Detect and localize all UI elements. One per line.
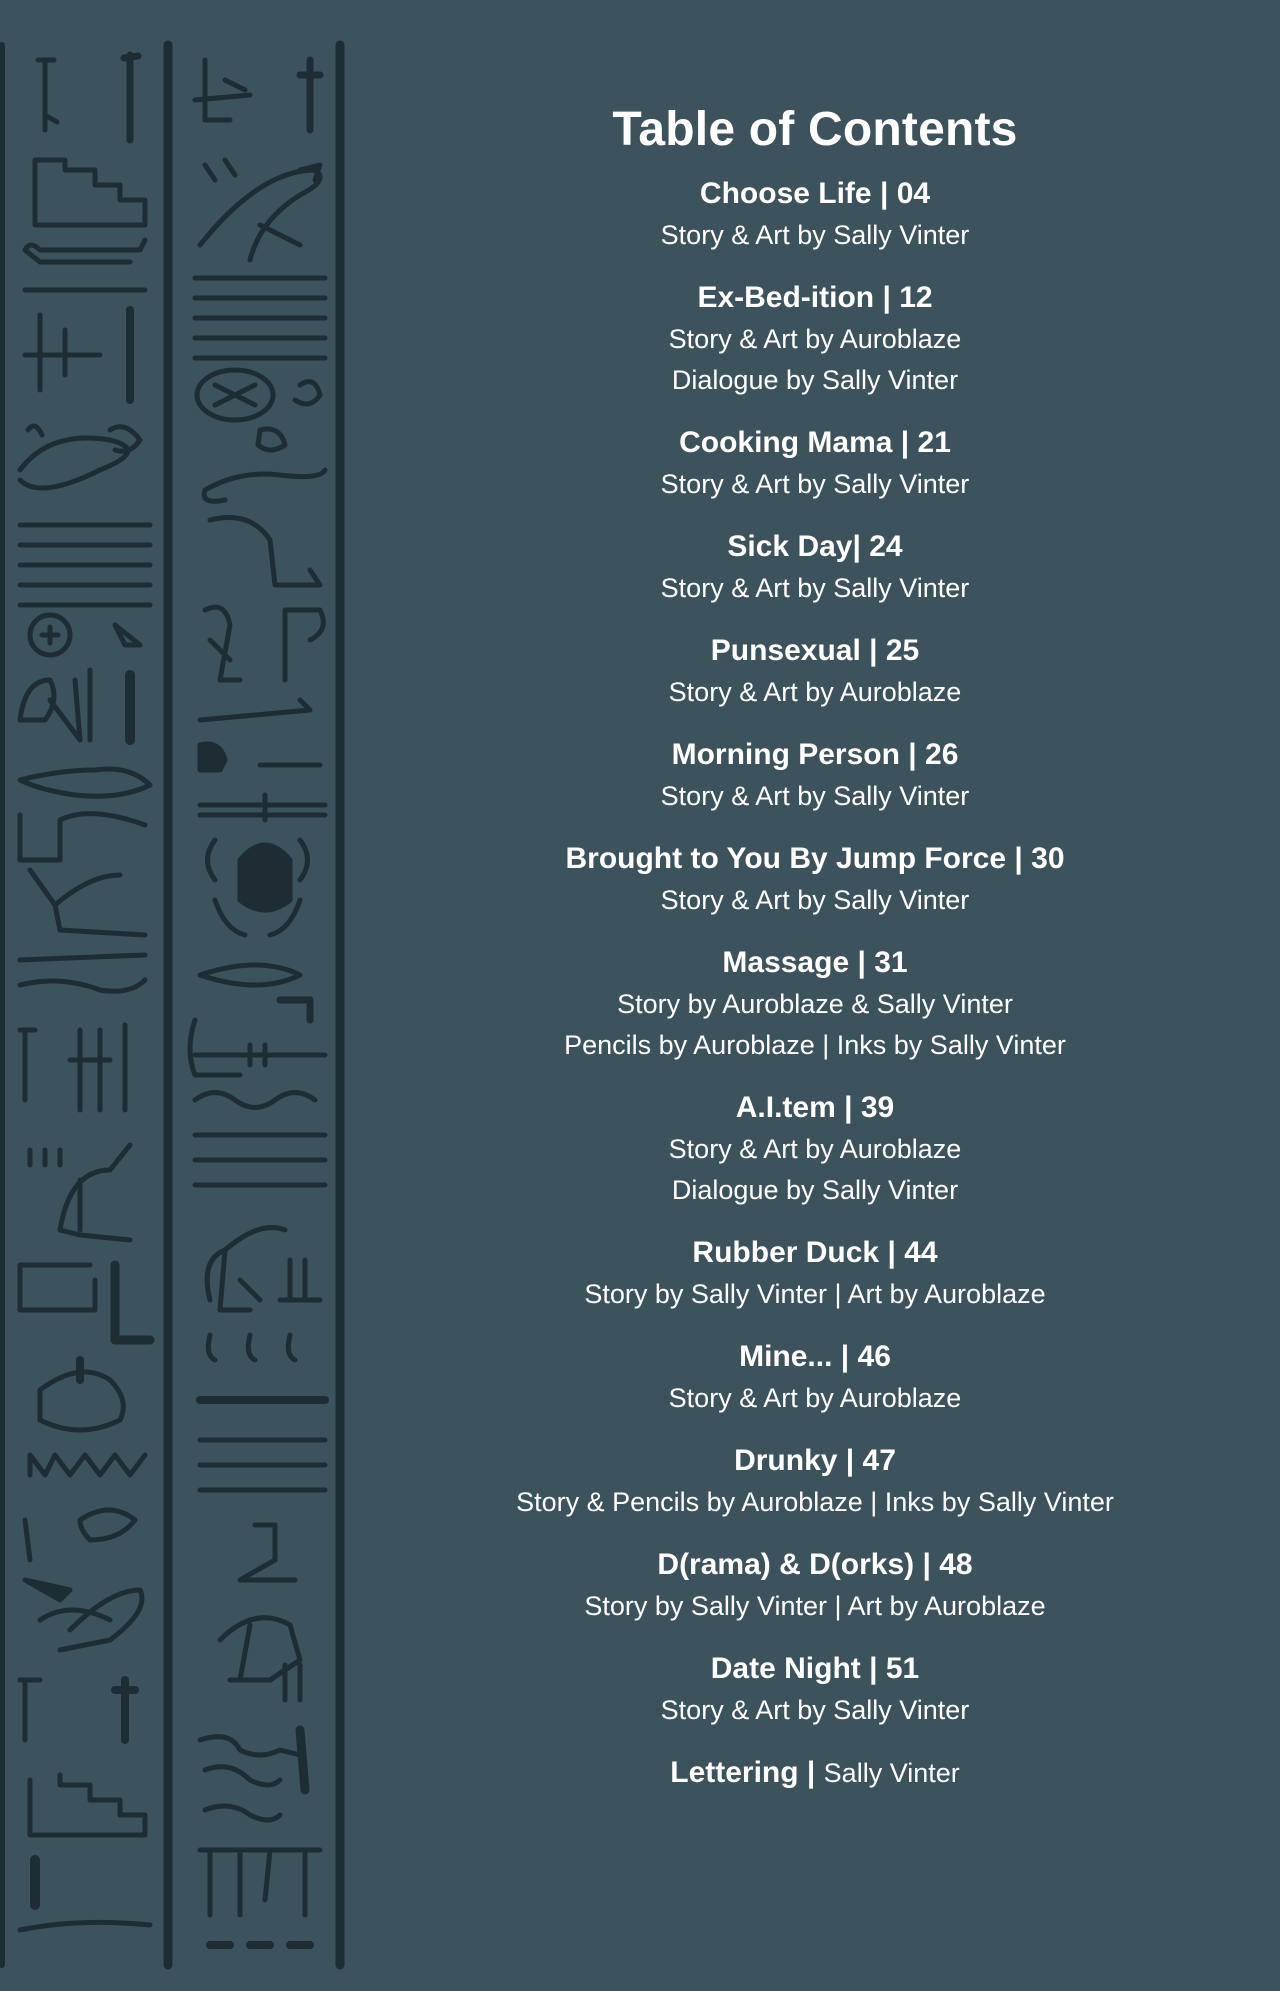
entry-credit: Story & Art by Auroblaze [668,1383,962,1413]
entry-page-number: 51 [885,1652,920,1685]
entry-page-number: 30 [1031,842,1065,875]
entry-page-number: 26 [925,738,959,771]
entry-credit: Story by Sally Vinter | Art by Auroblaze [584,1591,1046,1621]
entry-credit: Story & Art by Auroblaze [668,324,962,354]
entry-heading [360,526,1270,568]
entry-heading [360,838,1270,880]
entry-title: A.I.tem [735,1091,836,1124]
toc-entry [360,1440,1270,1523]
toc-entry [360,526,1270,609]
entry-credit: Pencils by Auroblaze | Inks by Sally Vinter [564,1030,1066,1060]
lettering-value: Sally Vinter [823,1758,960,1788]
entry-credit: Story by Sally Vinter | Art by Auroblaze [584,1279,1046,1309]
entry-page-number: 31 [874,946,908,979]
entry-heading [360,1440,1270,1482]
entry-separator: | [879,1236,905,1269]
entry-title: Cooking Mama [679,426,893,459]
entry-credit: Dialogue by Sally Vinter [671,365,959,395]
entry-separator: | [1006,842,1032,875]
entry-separator: | [860,634,886,667]
entry-separator: | [899,738,926,771]
entry-separator: | [860,1652,886,1685]
entry-separator: | [914,1548,940,1581]
entry-page-number: 46 [857,1340,891,1373]
entry-credit: Dialogue by Sally Vinter [671,1175,959,1205]
lettering-separator: | [798,1756,824,1789]
entry-title: Brought to You By Jump Force [565,842,1007,875]
entry-credit: Story & Art by Auroblaze [668,1134,962,1164]
table-of-contents [360,95,1270,1794]
toc-entry [360,734,1270,817]
entry-credit: Story & Pencils by Auroblaze | Inks by Sally Vinter [516,1487,1114,1517]
entry-page-number: 21 [917,426,951,459]
entry-title: Drunky [734,1444,838,1477]
toc-entry [360,630,1270,713]
toc-entry [360,173,1270,256]
entry-heading [360,1087,1270,1129]
entry-page-number: 39 [860,1091,895,1124]
entry-separator: | [835,1091,861,1124]
entry-credit: Story by Auroblaze & Sally Vinter [617,989,1013,1019]
entry-title: Mine... [739,1340,833,1373]
entry-credit: Story & Art by Sally Vinter [660,781,970,811]
toc-entry [360,277,1270,401]
entry-title: Massage [722,946,850,979]
toc-entry [360,1336,1270,1419]
toc-entry [360,1232,1270,1315]
entry-separator: | [892,426,918,459]
toc-entry [360,838,1270,921]
entry-heading [360,422,1270,464]
entry-heading [360,173,1270,215]
entry-credit: Story & Art by Sally Vinter [660,220,970,250]
entry-heading [360,734,1270,776]
entry-credit: Story & Art by Auroblaze [668,677,962,707]
entry-page-number: 25 [885,634,920,667]
toc-entry-list [360,173,1270,1731]
toc-entry [360,1087,1270,1211]
entry-heading [360,1336,1270,1378]
entry-title: Rubber Duck [692,1236,880,1269]
entry-credit: Story & Art by Sally Vinter [660,469,970,499]
toc-entry [360,1648,1270,1731]
entry-heading [360,1544,1270,1586]
entry-credit: Story & Art by Sally Vinter [660,573,970,603]
entry-credit: Story & Art by Sally Vinter [660,885,970,915]
entry-page-number: 12 [899,281,933,314]
entry-page-number: 48 [939,1548,973,1581]
hieroglyph-border [0,0,360,1991]
entry-title: Choose Life [699,177,872,210]
entry-page-number: 47 [862,1444,896,1477]
entry-separator: | [832,1340,858,1373]
entry-heading [360,1232,1270,1274]
entry-separator: | [871,177,897,210]
entry-page-number: 24 [869,530,903,563]
entry-heading [360,1648,1270,1690]
entry-title: Punsexual [710,634,861,667]
entry-credit: Story & Art by Sally Vinter [660,1695,970,1725]
entry-page-number: 44 [904,1236,938,1269]
entry-title: Morning Person [671,738,900,771]
entry-page-number: 04 [896,177,931,210]
entry-title: Sick Day [727,530,853,563]
toc-entry [360,942,1270,1066]
entry-heading [360,630,1270,672]
lettering-label: Lettering [670,1756,799,1789]
entry-separator: | [849,946,875,979]
entry-heading [360,942,1270,984]
entry-title: D(rama) & D(orks) [657,1548,915,1581]
entry-separator: | [874,281,900,314]
lettering-credit [360,1752,1270,1794]
entry-title: Ex-Bed-ition [697,281,875,314]
toc-entry [360,422,1270,505]
page-title: Table of Contents [612,103,1018,156]
entry-heading [360,277,1270,319]
toc-entry [360,1544,1270,1627]
entry-separator: | [852,530,870,563]
entry-title: Date Night [710,1652,861,1685]
entry-separator: | [837,1444,863,1477]
